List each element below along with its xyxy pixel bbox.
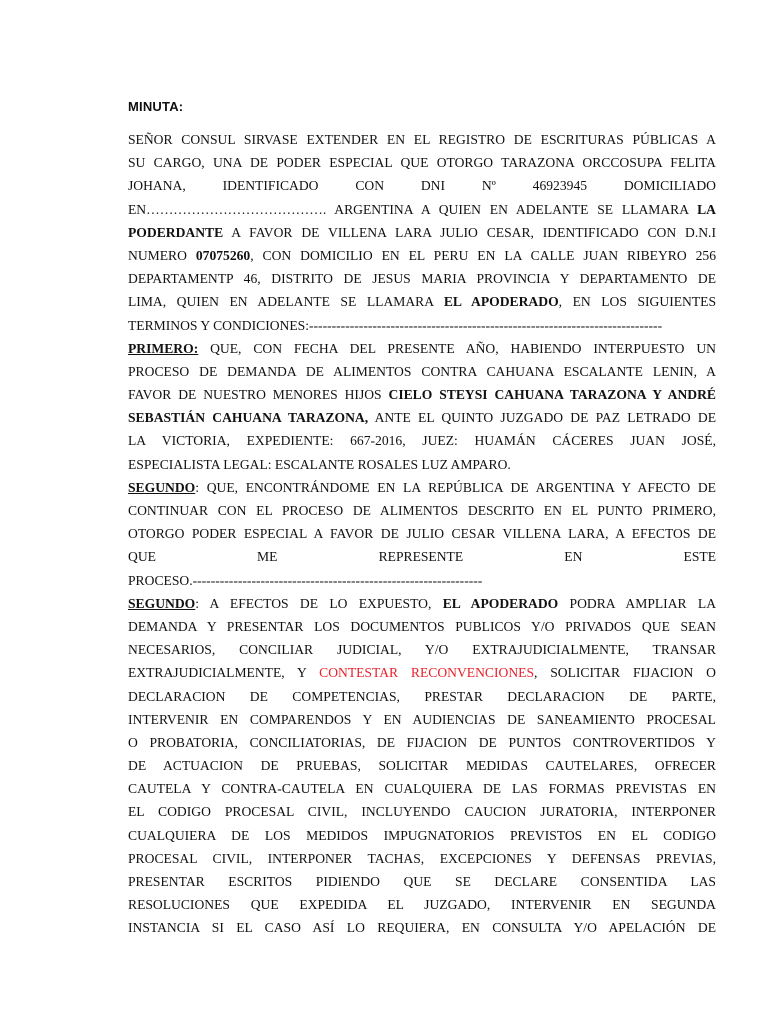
document-line: [128, 893, 716, 916]
document-line: [128, 615, 716, 638]
document-line: [128, 569, 716, 592]
document-line: [128, 267, 716, 290]
line-text: QUE ME REPRESENTE EN ESTE: [128, 549, 716, 565]
document-line: [128, 406, 716, 429]
bold-text: PODERDANTE: [128, 224, 224, 240]
line-text: OTORGO PODER ESPECIAL A FAVOR DE JULIO CESAR VILLENA LARA, A EFECTOS DE: [128, 526, 716, 542]
line-text: CAUTELA Y CONTRA-CAUTELA EN CUALQUIERA DE LAS FORMAS PREVISTAS EN: [128, 781, 716, 797]
bold-text: PRIMERO:: [128, 340, 199, 356]
document-line: [128, 824, 716, 847]
bold-text: SEBASTIÁN CAHUANA TARAZONA,: [128, 410, 369, 426]
document-line: [128, 870, 716, 893]
line-text: FAVOR DE NUESTRO MENORES HIJOS: [128, 387, 389, 403]
document-line: [128, 383, 716, 406]
document-line: [128, 522, 716, 545]
line-text: DEMANDA Y PRESENTAR LOS DOCUMENTOS PUBLICOS Y/O PRIVADOS QUE SEAN: [128, 618, 716, 634]
document-line: [128, 476, 716, 499]
document-line: [128, 916, 716, 939]
line-text: PRESENTAR ESCRITOS PIDIENDO QUE SE DECLARE CONSENTIDA LAS: [128, 874, 716, 889]
bold-text: 07075260: [195, 247, 251, 263]
line-text: NUMERO: [128, 247, 196, 263]
bold-text: SEGUNDO: [128, 479, 196, 495]
line-text: EN…………………………………. ARGENTINA A QUIEN EN ADELANTE SE LLAMARA: [128, 201, 698, 217]
document-line: [128, 638, 716, 661]
bold-text: SEGUNDO: [128, 595, 196, 611]
line-text: QUE, CON FECHA DEL PRESENTE AÑO, HABIENDO INTERPUESTO UN: [198, 340, 716, 356]
bold-text: LA: [697, 201, 716, 217]
line-text: PROCESO DE DEMANDA DE ALIMENTOS CONTRA CAHUANA ESCALANTE LENIN, A: [128, 363, 716, 379]
document-line: [128, 314, 716, 337]
document-line: [128, 337, 716, 360]
document-line: [128, 847, 716, 870]
document-line: [128, 545, 716, 568]
document-line: [128, 221, 716, 244]
document-line: [128, 708, 716, 731]
line-text: INTERVENIR EN COMPARENDOS Y EN AUDIENCIAS DE SANEAMIENTO PROCESAL: [128, 711, 716, 727]
line-text: O PROBATORIA, CONCILIATORIAS, DE FIJACION DE PUNTOS CONTROVERTIDOS Y: [128, 734, 716, 750]
line-text: PROCESAL CIVIL, INTERPONER TACHAS, EXCEPCIONES Y DEFENSAS PREVIAS,: [128, 850, 716, 866]
line-text: DE ACTUACION DE PRUEBAS, SOLICITAR MEDIDAS CAUTELARES, OFRECER: [128, 758, 716, 774]
line-text: ESPECIALISTA LEGAL: ESCALANTE ROSALES LUZ AMPARO.: [128, 456, 511, 472]
line-text: PROCESO.----------------------------------------------------------------: [128, 572, 483, 588]
document-line: [128, 592, 716, 615]
bold-text: CIELO STEYSI CAHUANA TARAZONA Y ANDRÉ: [388, 387, 716, 403]
line-text: CUALQUIERA DE LOS MEDIDOS IMPUGNATORIOS PREVISTOS EN EL CODIGO: [128, 827, 716, 843]
line-text: ANTE EL QUINTO JUZGADO DE PAZ LETRADO DE: [368, 410, 716, 426]
line-text: PODRA AMPLIAR LA: [558, 595, 717, 611]
document-line: [128, 754, 716, 777]
document-line: [128, 429, 716, 452]
line-text: , SOLICITAR FIJACION O: [534, 665, 716, 681]
line-text: EL CODIGO PROCESAL CIVIL, INCLUYENDO CAUCION JURATORIA, INTERPONER: [128, 804, 716, 820]
line-text: LIMA, QUIEN EN ADELANTE SE LLAMARA: [128, 294, 444, 310]
highlighted-text: CONTESTAR RECONVENCIONES: [319, 665, 535, 681]
document-line: [128, 800, 716, 823]
line-text: , EN LOS SIGUIENTES: [558, 294, 717, 310]
line-text: CONTINUAR CON EL PROCESO DE ALIMENTOS DESCRITO EN EL PUNTO PRIMERO,: [128, 503, 716, 518]
line-text: LA VICTORIA, EXPEDIENTE: 667-2016, JUEZ: HUAMÁN CÁCERES JUAN JOSÉ,: [128, 433, 716, 449]
document-line: [128, 151, 716, 174]
document-line: [128, 128, 716, 151]
line-text: SU CARGO, UNA DE PODER ESPECIAL QUE OTORGO TARAZONA ORCCOSUPA FELITA: [128, 155, 716, 171]
document-line: [128, 777, 716, 800]
document-line: [128, 290, 716, 313]
document-line: [128, 198, 716, 221]
line-text: TERMINOS Y CONDICIONES:------------------------------------------------------------------------------: [128, 317, 663, 333]
document-line: [128, 174, 716, 197]
line-text: , CON DOMICILIO EN EL PERU EN LA CALLE JUAN RIBEYRO 256: [250, 247, 717, 263]
document-body: [128, 128, 716, 940]
line-text: NECESARIOS, CONCILIAR JUDICIAL, Y/O EXTRAJUDICIALMENTE, TRANSAR: [128, 642, 716, 658]
line-text: DEPARTAMENTP 46, DISTRITO DE JESUS MARIA PROVINCIA Y DEPARTAMENTO DE: [128, 271, 716, 287]
line-text: : A EFECTOS DE LO EXPUESTO,: [195, 595, 443, 611]
line-text: A FAVOR DE VILLENA LARA JULIO CESAR, IDENTIFICADO CON D.N.I: [223, 224, 716, 240]
document-line: [128, 731, 716, 754]
document-line: [128, 685, 716, 708]
line-text: JOHANA, IDENTIFICADO CON DNI Nº 46923945 DOMICILIADO: [128, 178, 716, 194]
line-text: SEÑOR CONSUL SIRVASE EXTENDER EN EL REGISTRO DE ESCRITURAS PÚBLICAS A: [128, 132, 716, 147]
line-text: RESOLUCIONES QUE EXPEDIDA EL JUZGADO, INTERVENIR EN SEGUNDA: [128, 897, 716, 913]
bold-text: EL APODERADO: [443, 294, 559, 310]
bold-text: EL APODERADO: [442, 595, 559, 611]
document-line: [128, 661, 716, 684]
document-line: [128, 499, 716, 522]
line-text: EXTRAJUDICIALMENTE, Y: [128, 665, 320, 681]
document-line: [128, 244, 716, 267]
line-text: : QUE, ENCONTRÁNDOME EN LA REPÚBLICA DE ARGENTINA Y AFECTO DE: [195, 479, 716, 495]
document-title: MINUTA:: [128, 99, 184, 114]
line-text: INSTANCIA SI EL CASO ASÍ LO REQUIERA, EN CONSULTA Y/O APELACIÓN DE: [128, 920, 716, 936]
line-text: DECLARACION DE COMPETENCIAS, PRESTAR DECLARACION DE PARTE,: [128, 688, 716, 704]
document-line: [128, 453, 716, 476]
document-line: [128, 360, 716, 383]
